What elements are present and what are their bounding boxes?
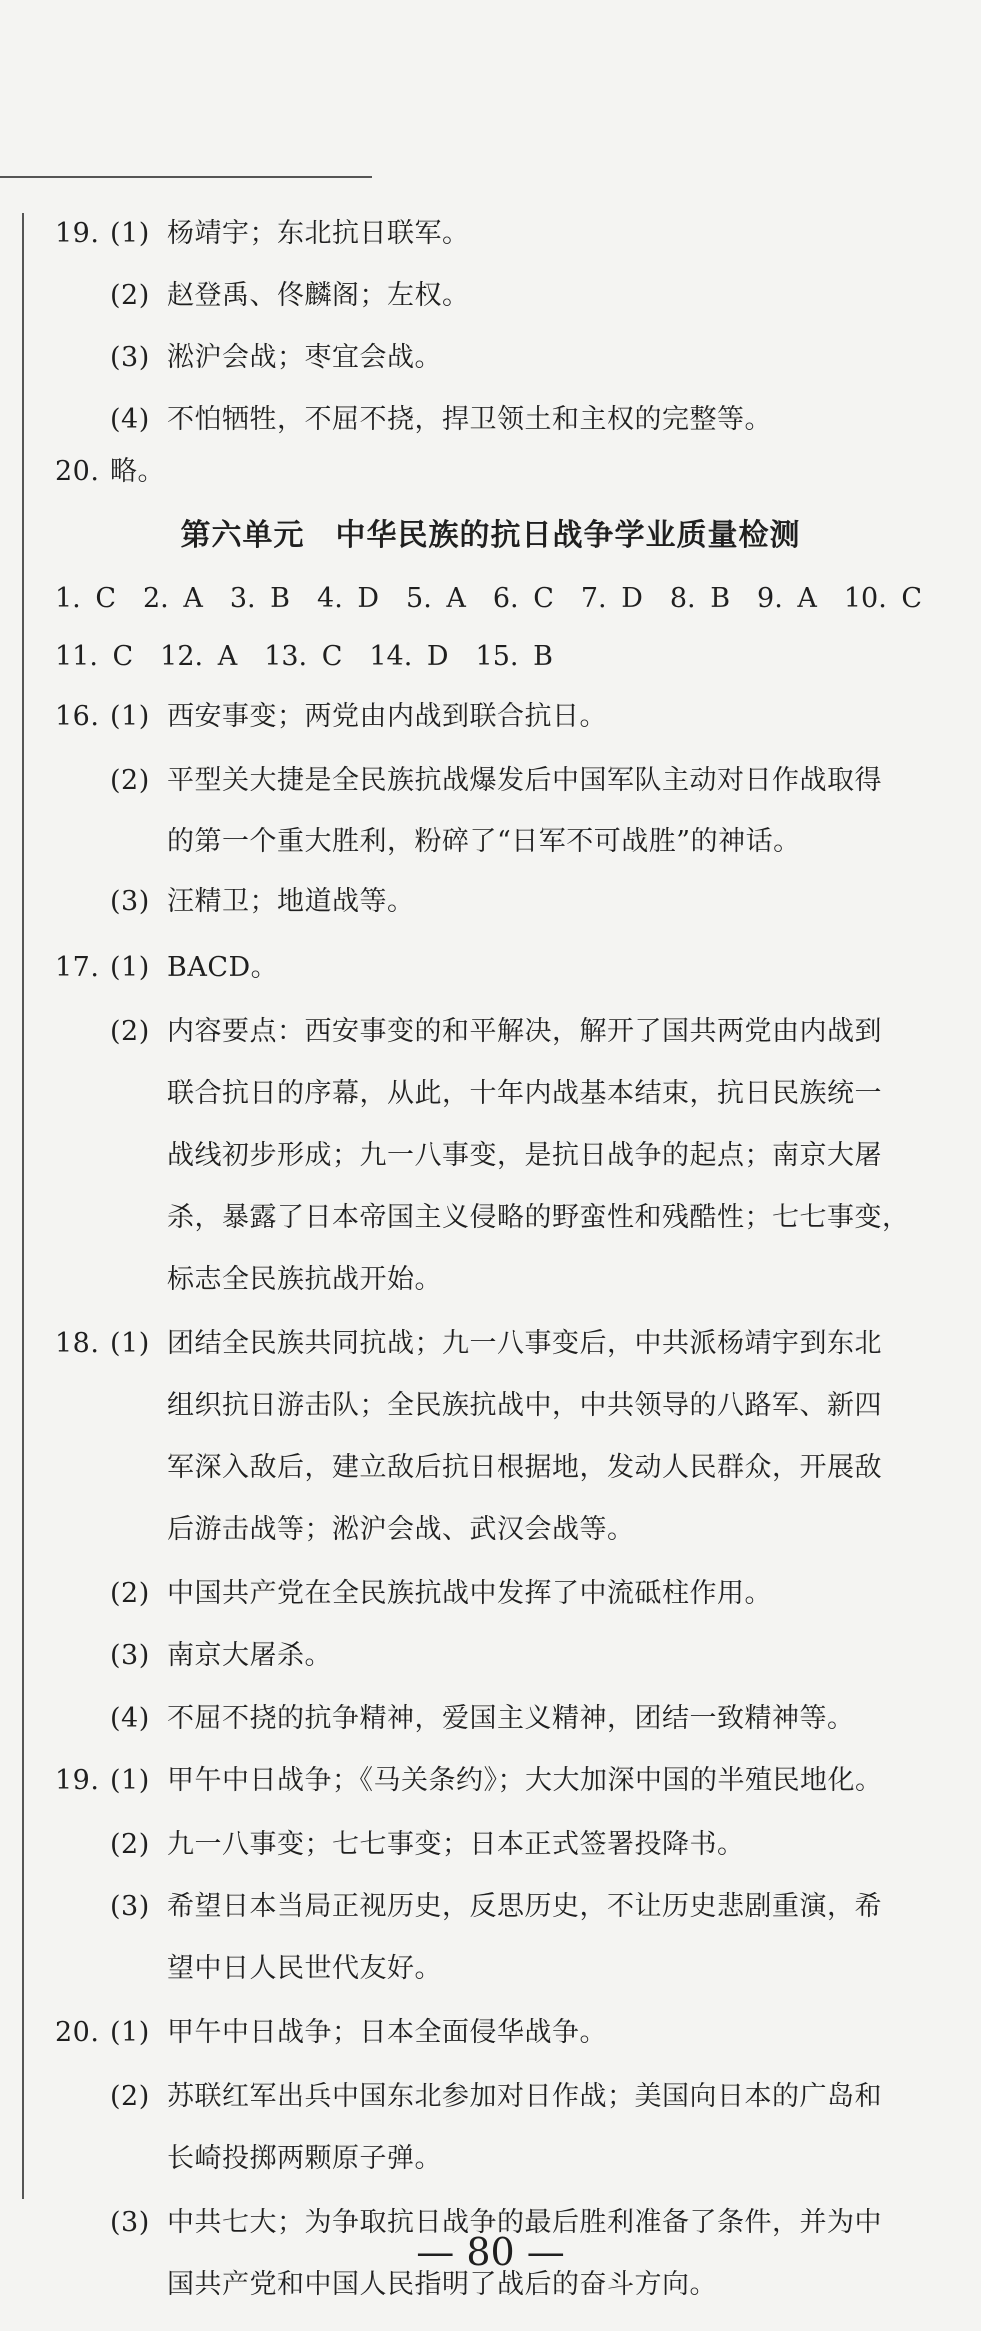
answer-line [55, 1249, 950, 1311]
answer-line [55, 1499, 950, 1561]
answer-text: 苏联红军出兵中国东北参加对日作战；美国向日本的广岛和 [167, 2081, 882, 2112]
answer-line [55, 1001, 950, 1063]
answer-text: 甲午中日战争；《马关条约》；大大加深中国的半殖民地化。 [167, 1765, 883, 1796]
answer-text: 希望日本当局正视历史，反思历史，不让历史悲剧重演，希 [167, 1891, 882, 1922]
sub-number: (2) [110, 1016, 150, 1047]
answer-text: 杀，暴露了日本帝国主义侵略的野蛮性和残酷性；七七事变， [167, 1202, 910, 1233]
answer-text: 国共产党和中国人民指明了战后的奋斗方向。 [167, 2269, 717, 2300]
answer-text: 的第一个重大胜利，粉碎了“日军不可战胜”的神话。 [167, 826, 801, 857]
sub-number: (3) [110, 1891, 150, 1922]
sub-number: (3) [110, 342, 150, 373]
answer-line [55, 937, 950, 999]
sub-number: (2) [110, 2081, 150, 2112]
answer-line [55, 871, 950, 933]
question-number: 16. [55, 701, 100, 732]
sub-number: (2) [110, 280, 150, 311]
answer-text: 不屈不挠的抗争精神，爱国主义精神，团结一致精神等。 [167, 1703, 855, 1734]
answer-line [55, 441, 950, 503]
answer-line [55, 1563, 950, 1625]
answer-line [55, 1814, 950, 1876]
answer-line [55, 1125, 950, 1187]
answer-text: 后游击战等；淞沪会战、武汉会战等。 [167, 1514, 635, 1545]
question-number: 19. [55, 218, 100, 249]
answer-line [55, 1876, 950, 1938]
sub-number: (2) [110, 1829, 150, 1860]
answer-line [55, 686, 950, 748]
answer-text: 淞沪会战；枣宜会战。 [167, 342, 442, 373]
sub-number: (1) [110, 1328, 150, 1359]
sub-number: (2) [110, 765, 150, 796]
answer-text: 赵登禹、佟麟阁；左权。 [167, 280, 470, 311]
answer-line [55, 2066, 950, 2128]
answer-line [55, 1313, 950, 1375]
answer-text: 九一八事变；七七事变；日本正式签署投降书。 [167, 1829, 745, 1860]
answer-text: 汪精卫；地道战等。 [167, 886, 415, 917]
answer-text: 标志全民族抗战开始。 [167, 1264, 442, 1295]
answer-line [55, 1625, 950, 1687]
answer-line [55, 811, 950, 873]
answer-text: 战线初步形成；九一八事变，是抗日战争的起点；南京大屠 [167, 1140, 882, 1171]
answer-line [55, 1688, 950, 1750]
answer-line [55, 1437, 950, 1499]
answer-text: 望中日人民世代友好。 [167, 1953, 442, 1984]
answer-text: 南京大屠杀。 [167, 1640, 332, 1671]
question-number: 17. [55, 952, 100, 983]
answer-text: 甲午中日战争；日本全面侵华战争。 [167, 2017, 607, 2048]
answer-text: 杨靖宇；东北抗日联军。 [167, 218, 470, 249]
answer-text: 联合抗日的序幕，从此，十年内战基本结束，抗日民族统一 [167, 1078, 882, 1109]
answer-text: 内容要点：西安事变的和平解决，解开了国共两党由内战到 [167, 1016, 882, 1047]
answer-text: 略。 [110, 456, 165, 487]
sub-number: (1) [110, 701, 150, 732]
answer-text: 西安事变；两党由内战到联合抗日。 [167, 701, 607, 732]
answer-text: 长崎投掷两颗原子弹。 [167, 2143, 442, 2174]
sub-number: (4) [110, 404, 150, 435]
answer-line [55, 1063, 950, 1125]
answer-text: 中国共产党在全民族抗战中发挥了中流砥柱作用。 [167, 1578, 772, 1609]
answer-line [55, 1187, 950, 1249]
sub-number: (3) [110, 1640, 150, 1671]
question-number: 18. [55, 1328, 100, 1359]
answer-line [55, 1938, 950, 2000]
answer-text: 团结全民族共同抗战；九一八事变后，中共派杨靖宇到东北 [167, 1328, 882, 1359]
question-number: 20. [55, 2017, 100, 2048]
answer-line [55, 2128, 950, 2190]
answer-text: BACD。 [167, 952, 279, 983]
answer-line [55, 1750, 950, 1812]
answer-line [55, 327, 950, 389]
answer-line [55, 265, 950, 327]
answer-line [55, 750, 950, 812]
choice-answers-row: 11. C 12. A 13. C 14. D 15. B [55, 641, 553, 672]
answer-text: 平型关大捷是全民族抗战爆发后中国军队主动对日作战取得 [167, 765, 882, 796]
sub-number: (1) [110, 952, 150, 983]
unit-heading: 第六单元 中华民族的抗日战争学业质量检测 [180, 518, 801, 553]
choice-answers-row: 1. C 2. A 3. B 4. D 5. A 6. C 7. D 8. B 9. A 10. C [55, 583, 923, 614]
answer-text: 组织抗日游击队；全民族抗战中，中共领导的八路军、新四 [167, 1390, 882, 1421]
answer-text: 不怕牺牲，不屈不挠，捍卫领土和主权的完整等。 [167, 404, 772, 435]
question-number: 20. [55, 456, 100, 487]
sub-number: (4) [110, 1703, 150, 1734]
answer-text: 中共七大；为争取抗日战争的最后胜利准备了条件，并为中 [167, 2207, 882, 2238]
page-number: — 80 — [416, 2230, 565, 2274]
question-number: 19. [55, 1765, 100, 1796]
sub-number: (1) [110, 2017, 150, 2048]
answer-line [55, 2002, 950, 2064]
top-divider [0, 176, 372, 178]
answer-line [55, 203, 950, 265]
sub-number: (2) [110, 1578, 150, 1609]
sub-number: (1) [110, 218, 150, 249]
sub-number: (1) [110, 1765, 150, 1796]
sub-number: (3) [110, 2207, 150, 2238]
answer-line [55, 1375, 950, 1437]
answer-text: 军深入敌后，建立敌后抗日根据地，发动人民群众，开展敌 [167, 1452, 882, 1483]
sub-number: (3) [110, 886, 150, 917]
